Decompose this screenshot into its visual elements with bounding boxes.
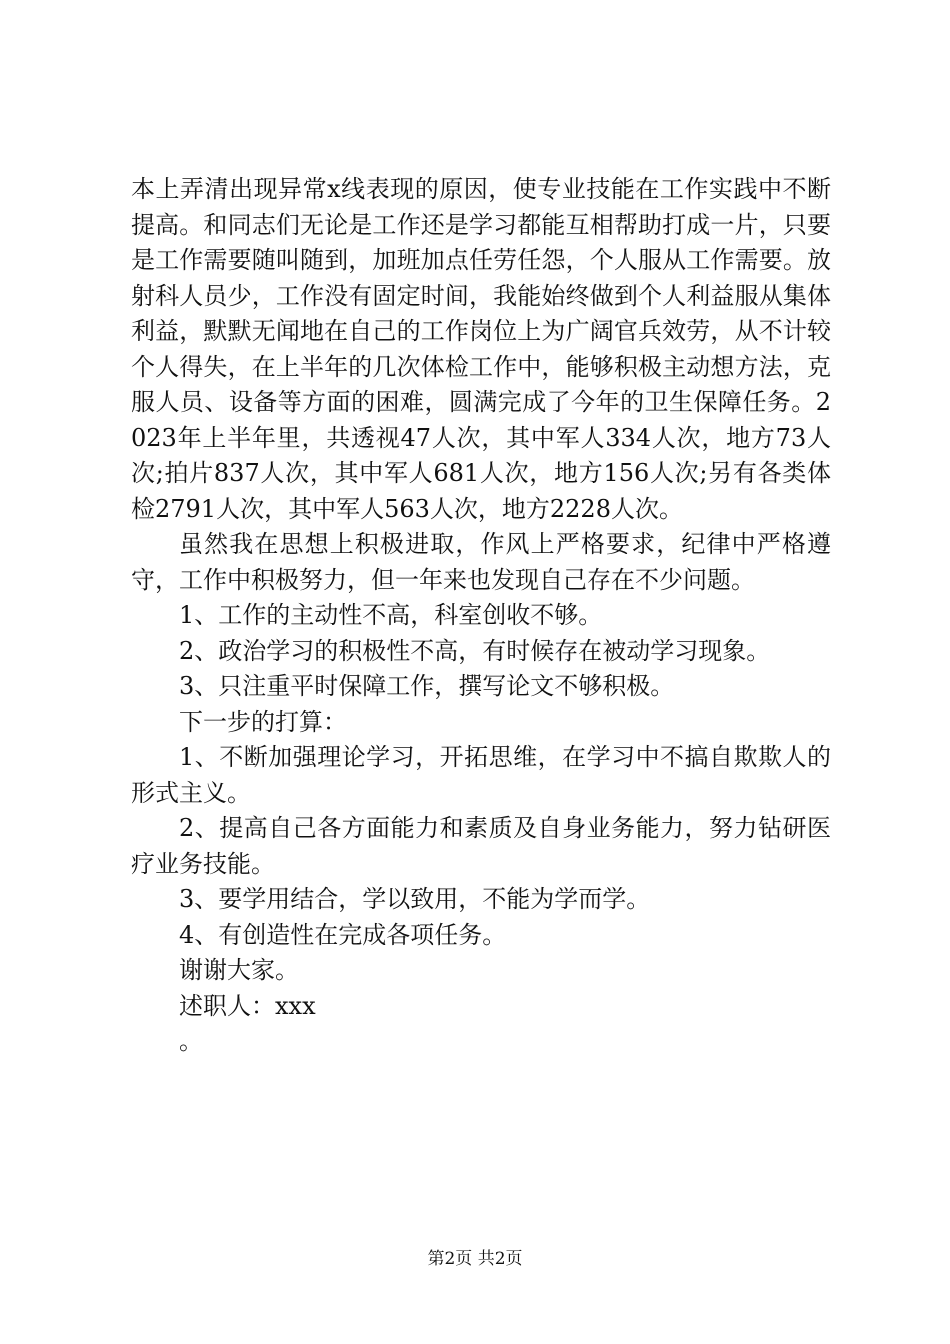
plan-item-2: 2、提高自己各方面能力和素质及自身业务能力，努力钻研医疗业务技能。: [131, 814, 831, 878]
document-body: [131, 172, 831, 1060]
trailing-mark: 。: [179, 1027, 203, 1055]
problem-item-2: 2、政治学习的积极性不高，有时候存在被动学习现象。: [179, 636, 771, 665]
problem-item-1: 1、工作的主动性不高，科室创收不够。: [179, 601, 603, 629]
paragraph-work-summary: 本上弄清出现异常x线表现的原因，使专业技能在工作实践中不断提高。和同志们无论是工作还是学习都能互相帮助打成一片，只要是工作需要随叫随到，加班加点任劳任怨，个人服从工作需要。放射科人员少，工作没有固定时间，我能始终做到个人利益服从集体利益，默默无闻地在自己的工作岗位上为广阔官兵效劳，从不计较个人得失，在上半年的几次体检工作中，能够积极主动想方法，克服人员、设备等方面的困难，圆满完成了今年的卫生保障任务。2023年上半年里，共透视47人次，其中军人334人次，地方73人次;拍片837人次，其中军人681人次，地方156人次;另有各类体检2791人次，其中军人563人次，地方2228人次。: [131, 175, 831, 523]
page-footer: 第2页 共2页: [427, 1249, 523, 1269]
signature-line: 述职人：xxx: [179, 991, 316, 1020]
plan-item-3: 3、要学用结合，学以致用，不能为学而学。: [179, 885, 651, 913]
paragraph-self-assessment: 虽然我在思想上积极进取，作风上严格要求，纪律中严格遵守，工作中积极努力，但一年来也发现自己存在不少问题。: [131, 530, 831, 594]
problem-item-3: 3、只注重平时保障工作，撰写论文不够积极。: [179, 672, 675, 700]
plan-item-1: 1、不断加强理论学习，开拓思维，在学习中不搞自欺欺人的形式主义。: [131, 743, 831, 807]
plan-item-4: 4、有创造性在完成各项任务。: [179, 920, 507, 949]
next-steps-heading: 下一步的打算：: [179, 707, 347, 736]
closing-thanks: 谢谢大家。: [179, 956, 299, 984]
